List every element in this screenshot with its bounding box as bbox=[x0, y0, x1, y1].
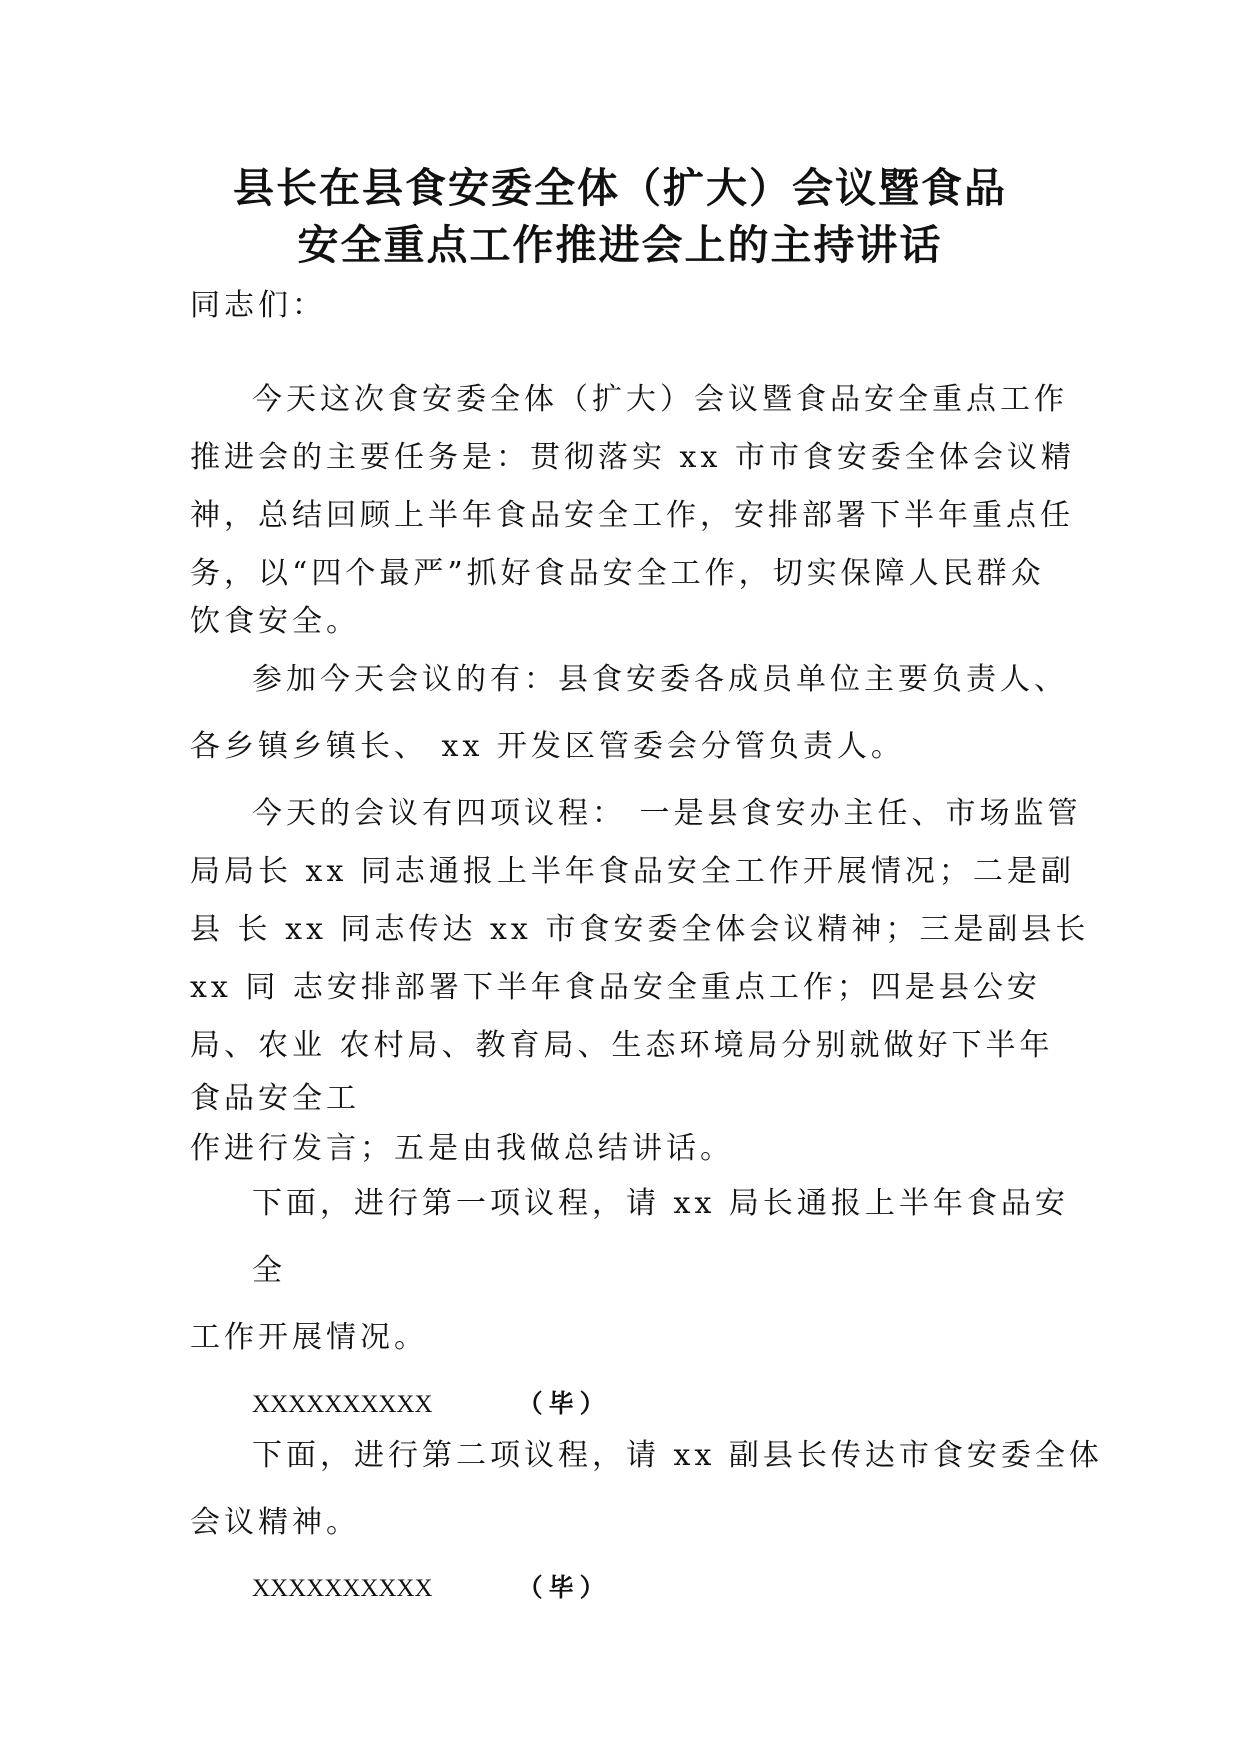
para2-line-2: 各乡镇乡镇长、 xx 开发区管委会分管负责人。 bbox=[190, 729, 905, 764]
para3-line-1: 今天的会议有四项议程： 一是县食安办主任、市场监管 bbox=[252, 796, 1082, 831]
speech1-end-mark: （毕） bbox=[517, 1389, 611, 1418]
para4-line-3: 工作开展情况。 bbox=[190, 1320, 428, 1355]
para1-line-2: 推进会的主要任务是：贯彻落实 xx 市市食安委全体会议精 bbox=[190, 440, 1075, 475]
para3-line-4: xx 同 志安排部署下半年食品安全重点工作；四是县公安 bbox=[190, 970, 1041, 1005]
para3-line-7: 作进行发言；五是由我做总结讲话。 bbox=[190, 1131, 734, 1166]
speech2-placeholder: XXXXXXXXXX bbox=[252, 1575, 433, 1602]
para3-line-6: 食品安全工 bbox=[190, 1081, 360, 1116]
para1-line-3: 神，总结回顾上半年食品安全工作，安排部署下半年重点任 bbox=[190, 498, 1074, 533]
document-title-line-1: 县长在县食安委全体（扩大）会议暨食品 bbox=[233, 164, 1007, 212]
speech1-row bbox=[252, 1383, 611, 1425]
para3-line-5: 局、农业 农村局、教育局、生态环境局分别就做好下半年 bbox=[190, 1028, 1054, 1063]
para3-line-2: 局局长 xx 同志通报上半年食品安全工作开展情况；二是副 bbox=[190, 854, 1075, 889]
document-title-line-2: 安全重点工作推进会上的主持讲话 bbox=[297, 221, 943, 269]
speech2-end-mark: （毕） bbox=[517, 1573, 611, 1602]
para4-line-2: 全 bbox=[252, 1253, 286, 1288]
speech2-row bbox=[252, 1567, 611, 1609]
para1-line-5: 饮食安全。 bbox=[190, 604, 360, 639]
para4-line-1: 下面，进行第一项议程，请 xx 局长通报上半年食品安 bbox=[252, 1186, 1069, 1221]
para3-line-3: 县 长 xx 同志传达 xx 市食安委全体会议精神；三是副县长 bbox=[190, 912, 1090, 947]
para5-line-2: 会议精神。 bbox=[190, 1505, 360, 1540]
para1-line-1: 今天这次食安委全体（扩大）会议暨食品安全重点工作 bbox=[252, 382, 1068, 417]
para1-line-4: 务，以“四个最严”抓好食品安全工作，切实保障人民群众 bbox=[190, 556, 1045, 591]
para5-line-1: 下面，进行第二项议程，请 xx 副县长传达市食安委全体 bbox=[252, 1438, 1103, 1473]
salutation: 同志们： bbox=[190, 288, 326, 323]
para2-line-1: 参加今天会议的有：县食安委各成员单位主要负责人、 bbox=[252, 662, 1068, 697]
speech1-placeholder: XXXXXXXXXX bbox=[252, 1391, 433, 1418]
